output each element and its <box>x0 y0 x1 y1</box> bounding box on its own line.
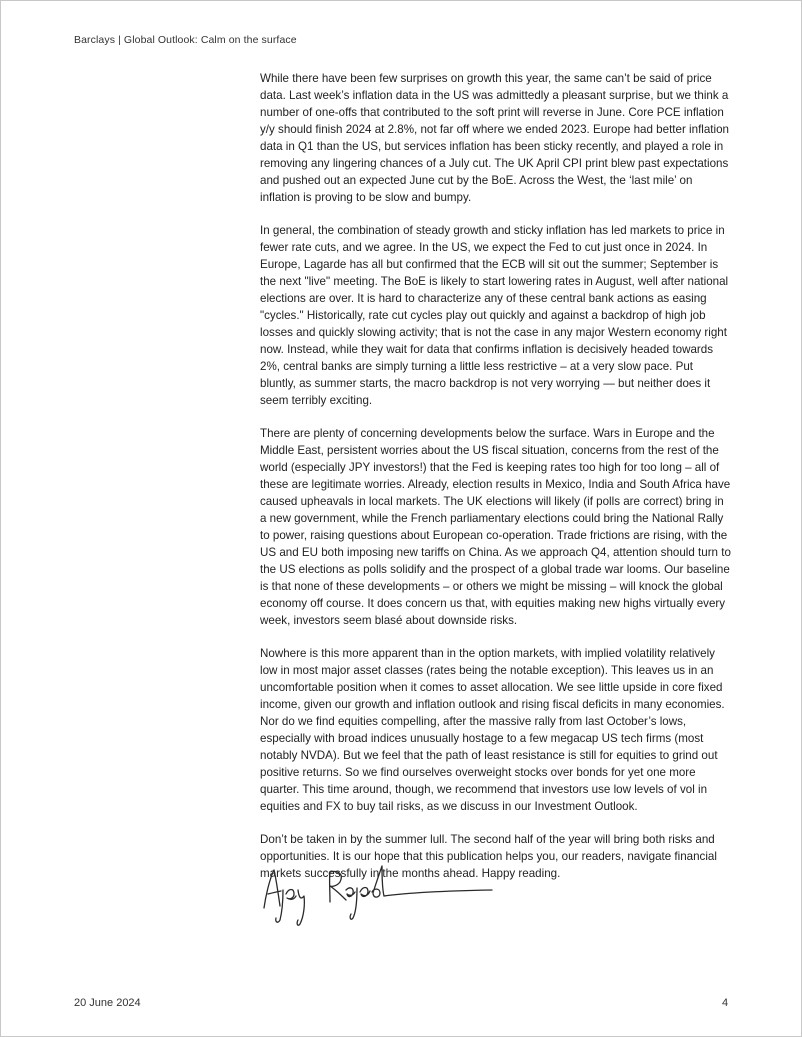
paragraph-rate-cuts: In general, the combination of steady growth and sticky inflation has led markets to price in fewer rate cuts, and we agree. In the US, we expect the Fed to cut just once in 2024. In Europe, Lagarde has all but confirmed that the ECB will sit out the summer; September is the next "live" meeting. The BoE is likely to start lowering rates in August, well after national elections are over. It is hard to characterize any of these central bank actions as easing "cycles." Historically, rate cut cycles play out quickly and against a backdrop of high job losses and quickly slowing activity; that is not the case in any major Western economy right now. Instead, while they wait for data that confirms inflation is decisively headed towards 2%, central banks are simply turning a little less restrictive – at a very slow pace. Put bluntly, as summer starts, the macro backdrop is not very worrying — but neither does it seem terribly exciting. <box>260 224 729 407</box>
handwritten-signature <box>256 860 501 930</box>
paragraph-asset-allocation: Nowhere is this more apparent than in the option markets, with implied volatility relatively low in most major asset classes (rates being the notable exception). This leaves us in an uncomfortable position when it comes to asset allocation. We see little upside in core fixed income, given our growth and inflation outlook and rising fiscal deficits in many economies. Nor do we find equities compelling, after the massive rally from last October’s lows, especially with broad indices unusually hostage to a few megacap US tech firms (most notably NVDA). But we feel that the path of least resistance is still for equities to grind out positive returns. So we find ourselves overweight stocks over bonds for yet one more quarter. This time around, though, we recommend that investors use low levels of vol in equities and FX to buy tail risks, as we discuss in our Investment Outlook. <box>260 647 725 813</box>
page-number: 4 <box>722 997 729 1009</box>
paragraph-risks: There are plenty of concerning developments below the surface. Wars in Europe and the Middle East, persistent worries about the US fiscal situation, concerns from the rest of the world (especially JPY investors!) that the Fed is keeping rates too high for too long – all of these are legitimate worries. Already, election results in Mexico, India and South Africa have caused upheavals in local markets. The UK elections will likely (if polls are correct) bring in a new government, while the French parliamentary elections could bring the National Rally to power, raising questions about European co-operation. Trade frictions are rising, with the US and EU both imposing new tariffs on China. As we approach Q4, attention should turn to the US elections as polls solidify and the prospect of a global trade war looms. Our baseline is that none of these developments – or others we might be missing – will knock the global economy off course. It does concern us that, with equities making new highs virtually every week, investors seem blasé about downside risks. <box>260 427 731 627</box>
running-header: Barclays | Global Outlook: Calm on the surface <box>74 34 297 46</box>
paragraph-inflation: While there have been few surprises on growth this year, the same can’t be said of price data. Last week’s inflation data in the US was admittedly a pleasant surprise, but we think a number of one-offs that contributed to the soft print will reverse in June. Core PCE inflation y/y should finish 2024 at 2.8%, not far off where we ended 2023. Europe had better inflation data in Q1 than the US, but services inflation has been sticky recently, and played a role in removing any lingering chances of a July cut. The UK April CPI print blew past expectations and pushed out an expected June cut by the BoE. Across the West, the ‘last mile’ on inflation is proving to be slow and bumpy. <box>260 72 730 204</box>
paragraph-closing: Don’t be taken in by the summer lull. The second half of the year will bring both risks and opportunities. It is our hope that this publication helps you, our readers, navigate financial markets successfully in the months ahead. Happy reading. <box>260 833 717 880</box>
footer-date: 20 June 2024 <box>74 997 141 1009</box>
body-column <box>260 70 732 898</box>
